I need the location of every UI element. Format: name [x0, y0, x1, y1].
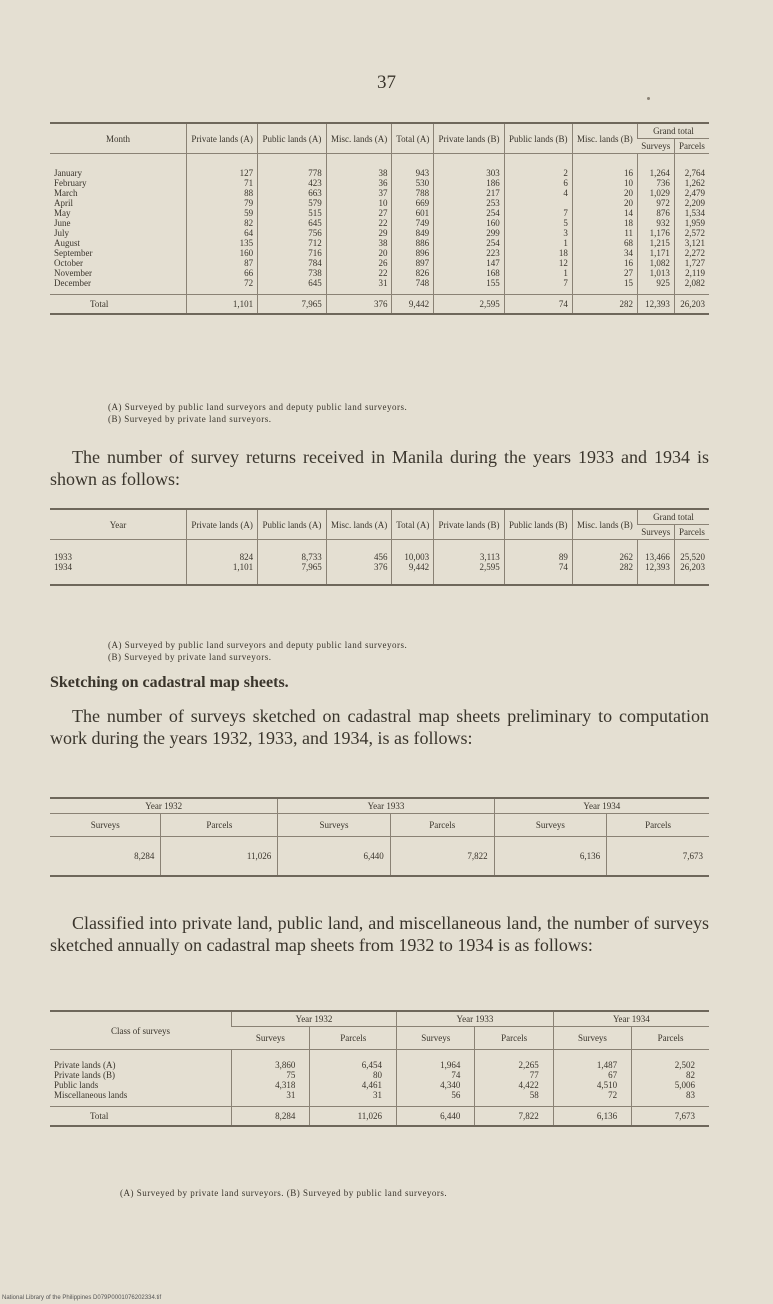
- header-parcels: Parcels: [674, 525, 709, 540]
- value-cell: 8,284: [134, 851, 155, 861]
- header-parcels: Parcels: [310, 1027, 397, 1050]
- value-cell: 11,026: [161, 837, 278, 877]
- header-total-a: Total (A): [392, 509, 434, 540]
- header-parcels: Parcels: [632, 1027, 709, 1050]
- header-year: Year: [50, 509, 187, 540]
- col-private-a: 127 71 88 79 59 82 64 135 160 87 66 72: [239, 168, 254, 288]
- total-label: Total: [50, 1107, 232, 1127]
- header-month: Month: [50, 123, 187, 154]
- col-misc-a: 38 36 37 10 27 22 29 38 20 26 22 31: [378, 168, 388, 288]
- value-cell: 6,440: [278, 837, 390, 877]
- table2-note-a: (A) Surveyed by public land surveyors and deputy public land surveyors.: [108, 640, 408, 650]
- header-surveys: Surveys: [638, 139, 675, 154]
- header-public-b: Public lands (B): [504, 123, 572, 154]
- classified-surveys-table: [50, 1010, 709, 1127]
- col-surveys: 1,264 736 1,029 972 876 932 1,176 1,215 1,171 1,082 1,013 925: [649, 168, 670, 288]
- col-private-a: 824 1,101: [232, 552, 254, 572]
- sketching-totals-table: [50, 797, 709, 877]
- header-parcels: Parcels: [161, 814, 278, 837]
- total-cell: 26,203: [674, 295, 709, 315]
- section-heading: Sketching on cadastral map sheets.: [50, 674, 289, 691]
- header-private-b: Private lands (B): [434, 509, 505, 540]
- col-public-b: 2 6 4 7 5 3 1 18 12 1 7: [558, 168, 568, 288]
- col-1934-surveys: 1,487 67 4,510 72: [596, 1060, 618, 1100]
- header-parcels: Parcels: [674, 139, 709, 154]
- header-year-1933: Year 1933: [278, 798, 494, 814]
- header-public-b: Public lands (B): [504, 509, 572, 540]
- header-parcels: Parcels: [390, 814, 494, 837]
- header-year-1934: Year 1934: [553, 1011, 709, 1027]
- header-parcels: Parcels: [607, 814, 709, 837]
- table2-note-b: (B) Surveyed by private land surveyors.: [108, 652, 272, 662]
- header-total-a: Total (A): [392, 123, 434, 154]
- header-misc-b: Misc. lands (B): [572, 123, 637, 154]
- header-private-a: Private lands (A): [187, 123, 258, 154]
- month-labels: January February March April May June July August September October November December: [54, 168, 93, 288]
- header-misc-a: Misc. lands (A): [326, 509, 392, 540]
- paragraph-returns: The number of survey returns received in Manila during the years 1933 and 1934 is shown as follows:: [50, 447, 709, 489]
- col-misc-a: 456 376: [373, 552, 388, 572]
- header-surveys: Surveys: [50, 814, 161, 837]
- year-labels: 1933 1934: [54, 552, 72, 572]
- header-year-1932: Year 1932: [50, 798, 278, 814]
- header-misc-a: Misc. lands (A): [326, 123, 392, 154]
- table-row-total: [50, 295, 709, 315]
- header-year-1933: Year 1933: [397, 1011, 554, 1027]
- header-class: Class of surveys: [50, 1011, 232, 1050]
- header-surveys: Surveys: [232, 1027, 310, 1050]
- col-1932-parcels: 6,454 80 4,461 31: [361, 1060, 383, 1100]
- total-cell: 2,595: [434, 295, 505, 315]
- col-surveys: 13,466 12,393: [645, 552, 670, 572]
- header-grand-total: Grand total: [638, 509, 709, 525]
- total-cell: 1,101: [187, 295, 258, 315]
- col-misc-b: 16 10 20 20 14 18 11 68 34 16 27 15: [624, 168, 634, 288]
- total-cell: 7,673: [632, 1107, 709, 1127]
- header-public-a: Public lands (A): [258, 509, 327, 540]
- total-cell: 9,442: [392, 295, 434, 315]
- col-1934-parcels: 2,502 82 5,006 83: [674, 1060, 695, 1100]
- speck: [647, 97, 650, 100]
- paragraph-sketching: The number of surveys sketched on cadastral map sheets preliminary to computation work during the years 1932, 1933, and 1934, is as follows:: [50, 706, 709, 748]
- total-label: Total: [50, 295, 187, 315]
- col-misc-b: 262 282: [619, 552, 634, 572]
- total-cell: 6,136: [553, 1107, 631, 1127]
- col-public-a: 778 423 663 579 515 645 756 712 716 784 738 645: [308, 168, 322, 288]
- col-total-a: 943 530 788 669 601 749 849 886 896 897 826 748: [415, 168, 430, 288]
- header-grand-total: Grand total: [638, 123, 709, 139]
- paragraph-classified: Classified into private land, public land, and miscellaneous land, the number of surveys sketched annually on cadastral map sheets from 1932 to 1934 is as follows:: [50, 913, 709, 955]
- col-total-a: 10,003 9,442: [404, 552, 430, 572]
- total-cell: 7,965: [258, 295, 327, 315]
- col-parcels: 2,764 1,262 2,479 2,209 1,534 1,959 2,572 3,121 2,272 1,727 2,119 2,082: [684, 168, 705, 288]
- value-cell: 6,136: [494, 837, 606, 877]
- table1-note-a: (A) Surveyed by public land surveyors and deputy public land surveyors.: [108, 402, 408, 412]
- col-private-b: 303 186 217 253 254 160 299 254 223 147 168 155: [486, 168, 500, 288]
- monthly-returns-table: [50, 122, 709, 315]
- table-row-total: [50, 1107, 709, 1127]
- col-public-a: 8,733 7,965: [301, 552, 322, 572]
- col-parcels: 25,520 26,203: [680, 552, 705, 572]
- scan-footer: National Library of the Philippines D079P0001076202334.tif: [2, 1295, 162, 1301]
- col-public-b: 89 74: [558, 552, 568, 572]
- header-misc-b: Misc. lands (B): [572, 509, 637, 540]
- total-cell: 8,284: [232, 1107, 310, 1127]
- value-cell: 7,673: [607, 837, 709, 877]
- total-cell: 282: [572, 295, 637, 315]
- class-labels: Private lands (A) Private lands (B) Public lands Miscellaneous lands: [54, 1060, 128, 1100]
- total-cell: 7,822: [475, 1107, 553, 1127]
- table-row: [50, 837, 709, 877]
- yearly-returns-table: [50, 508, 709, 586]
- header-private-a: Private lands (A): [187, 509, 258, 540]
- total-cell: 74: [504, 295, 572, 315]
- value-cell: 7,822: [390, 837, 494, 877]
- page-number: 37: [377, 72, 396, 93]
- header-surveys: Surveys: [494, 814, 606, 837]
- header-surveys: Surveys: [278, 814, 390, 837]
- header-surveys: Surveys: [638, 525, 675, 540]
- col-1933-parcels: 2,265 77 4,422 58: [518, 1060, 539, 1100]
- header-surveys: Surveys: [553, 1027, 631, 1050]
- table1-note-b: (B) Surveyed by private land surveyors.: [108, 414, 272, 424]
- header-private-b: Private lands (B): [434, 123, 505, 154]
- total-cell: 12,393: [638, 295, 675, 315]
- header-surveys: Surveys: [397, 1027, 475, 1050]
- header-parcels: Parcels: [475, 1027, 553, 1050]
- col-1932-surveys: 3,860 75 4,318 31: [275, 1060, 296, 1100]
- total-cell: 376: [326, 295, 392, 315]
- header-year-1934: Year 1934: [494, 798, 709, 814]
- total-cell: 11,026: [310, 1107, 397, 1127]
- col-1933-surveys: 1,964 74 4,340 56: [440, 1060, 461, 1100]
- col-private-b: 3,113 2,595: [479, 552, 500, 572]
- table4-note: (A) Surveyed by private land surveyors. (B) Surveyed by public land surveyors.: [120, 1188, 448, 1198]
- header-public-a: Public lands (A): [258, 123, 327, 154]
- header-year-1932: Year 1932: [232, 1011, 397, 1027]
- total-cell: 6,440: [397, 1107, 475, 1127]
